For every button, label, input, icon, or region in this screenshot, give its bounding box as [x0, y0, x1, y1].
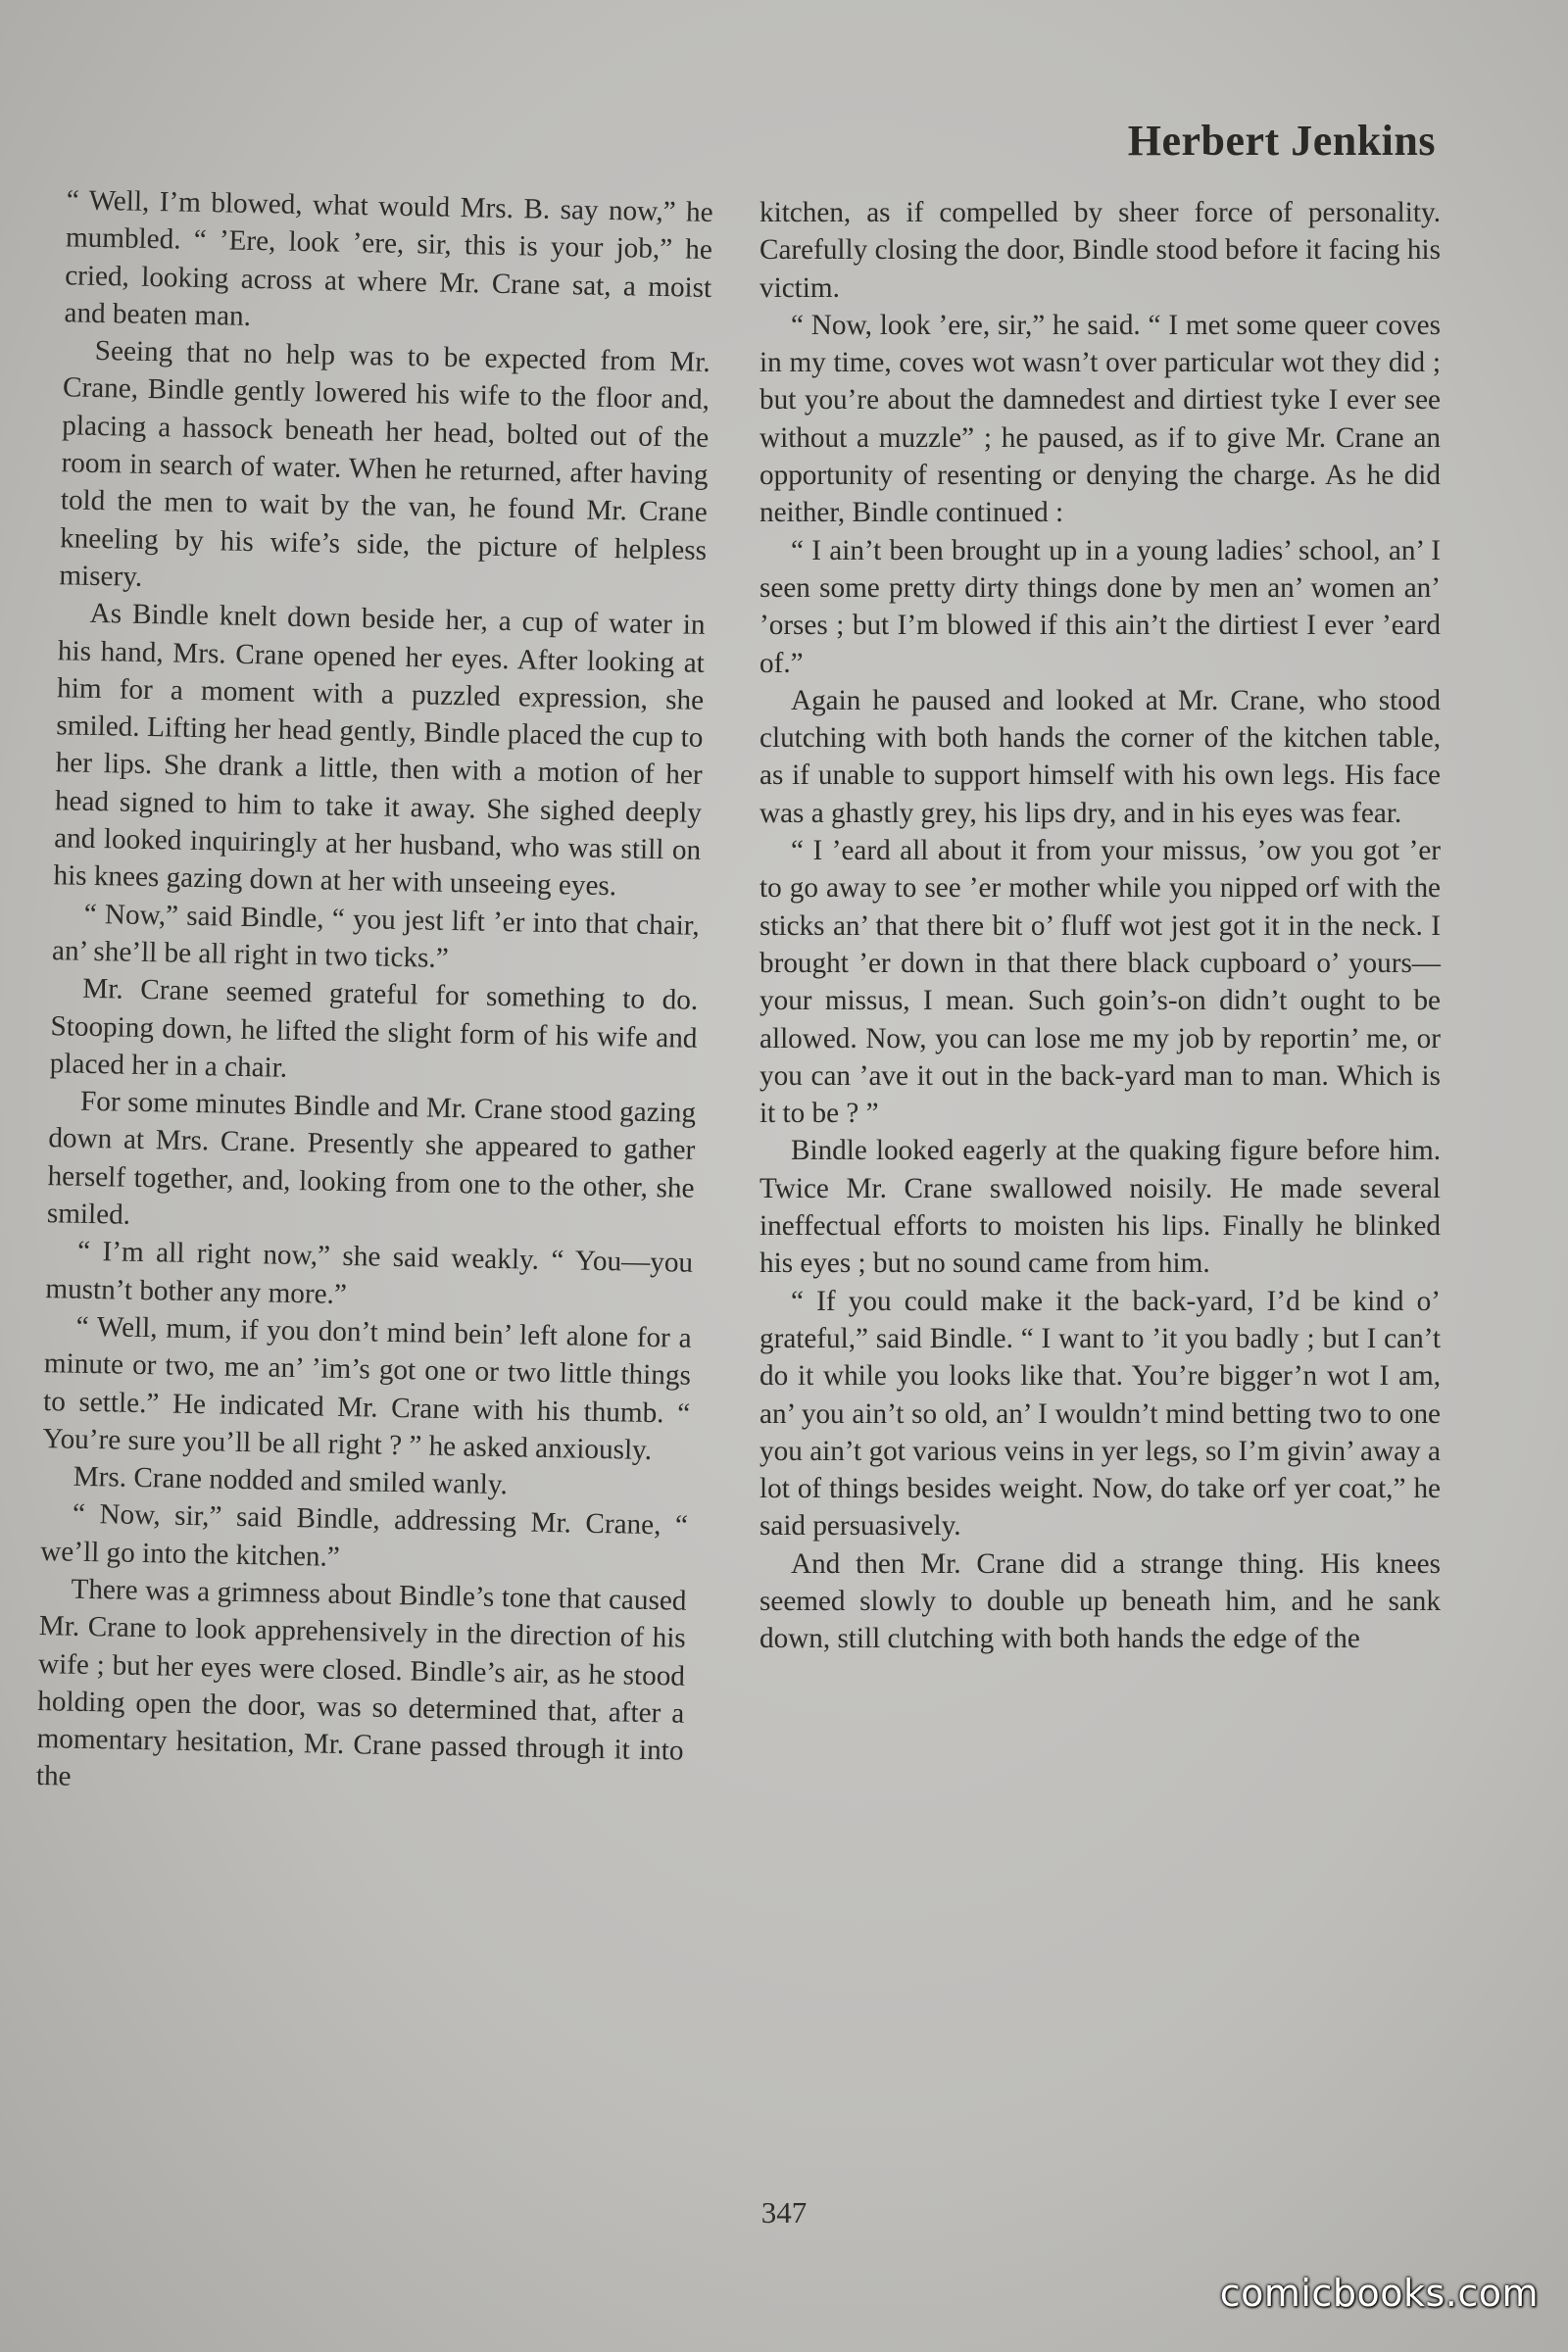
paragraph: kitchen, as if compelled by sheer force of personality. Carefully closing the door, Bindle stood before it facing his victim.	[760, 197, 1441, 304]
paragraph: And then Mr. Crane did a strange thing. His knees seemed slowly to double up beneath him, and he sank down, still clutching with both hands the edge of the	[760, 1547, 1441, 1655]
paragraph: “ If you could make it the back-yard, I’d be kind o’ grateful,” said Bindle. “ I want to ’it you badly ; but I can’t do it while you looks like that. You’re bigger’n wot I am, an’ you ain’t so old, an’ I wouldn’t mind betting two to one you ain’t got various veins in yer legs, so I’m givin’ away a lot of things besides weight. Now, do take orf yer coat,” he said persuasively.	[760, 1285, 1441, 1543]
paragraph: “ Well, mum, if you don’t mind bein’ left alone for a minute or two, me an’ ’im’s got one or two little things to settle.” He indicated Mr. Crane with his thumb. “ You’re sure you’ll be all right ? ” he asked anxiously.	[42, 1310, 692, 1466]
watermark: comicbooks.com	[1219, 2272, 1539, 2315]
running-head: Herbert Jenkins	[1127, 117, 1436, 165]
paragraph: As Bindle knelt down beside her, a cup of water in his hand, Mrs. Crane opened her eyes. After looking at him for a moment with a puzzled expression, she smiled. Lifting her head gently, Bindle placed the cup to her lips. She drank a little, then with a motion of her head signed to him to take it away. She sighed deeply and looked inquiringly at her husband, who was still on his knees gazing down at her with unseeing eyes.	[53, 598, 706, 903]
paragraph: “ Now, sir,” said Bindle, addressing Mr. Crane, “ we’ll go into the kitchen.”	[39, 1498, 689, 1573]
paragraph: There was a grimness about Bindle’s tone that caused Mr. Crane to look apprehensively in the direction of his wife ; but her eyes were closed. Bindle’s air, as he stood holding open the door, was so determined that, after a momentary hesitation, Mr. Crane passed through it into the	[35, 1573, 687, 1793]
paragraph: For some minutes Bindle and Mr. Crane stood gazing down at Mrs. Crane. Presently she appeared to gather herself together, and, looking from one to the other, she smiled.	[46, 1085, 697, 1231]
paragraph: “ Now,” said Bindle, “ you jest lift ’er into that chair, an’ she’ll be all right in two ticks.”	[51, 898, 700, 974]
paragraph: “ I’m all right now,” she said weakly. “ You—you mustn’t bother any more.”	[45, 1236, 694, 1310]
paragraph: Bindle looked eagerly at the quaking figure before him. Twice Mr. Crane swallowed noisily. He made several ineffectual efforts to moisten his lips. Finally he blinked his eyes ; but no sound came from him.	[760, 1135, 1441, 1280]
page-number: 347	[760, 2195, 808, 2230]
right-column	[760, 194, 1441, 1658]
paragraph: “ Now, look ’ere, sir,” he said. “ I met some queer coves in my time, coves wot wasn’t over particular wot they did ; but you’re about the damnedest and dirtiest tyke I ever see without a muzzle” ; he paused, as if to give Mr. Crane an opportunity of resenting or denying the charge. As he did neither, Bindle continued :	[760, 309, 1441, 529]
left-column	[36, 181, 713, 1807]
paragraph: “ I ain’t been brought up in a young ladies’ school, an’ I seen some pretty dirty things done by men an’ women an’ ’orses ; but I’m blowed if this ain’t the dirtiest I ever ’eard of.”	[760, 534, 1441, 679]
paragraph: Mr. Crane seemed grateful for something to do. Stooping down, he lifted the slight form of his wife and placed her in a chair.	[49, 973, 699, 1084]
paragraph: “ I ’eard all about it from your missus, ’ow you got ’er to go away to see ’er mother while you nipped orf with the sticks an’ that there bit o’ fluff wot jest got it in the neck. I brought ’er down in that there black cupboard o’ yours—your missus, I mean. Such goin’s-on didn’t ought to be allowed. Now, you can lose me my job by reportin’ me, or you can ’ave it out in the back-yard man to man. Which is it to be ? ”	[760, 835, 1441, 1130]
paragraph: Mrs. Crane nodded and smiled wanly.	[73, 1460, 509, 1501]
paragraph: “ Well, I’m blowed, what would Mrs. B. say now,” he mumbled. “ ’Ere, look ’ere, sir, this is your job,” he cried, looking across at where Mr. Crane sat, a moist and beaten man.	[64, 184, 713, 332]
paragraph: Again he paused and looked at Mr. Crane, who stood clutching with both hands the corner of the kitchen table, as if unable to support himself with his own legs. His face was a ghastly grey, his lips dry, and in his eyes was fear.	[760, 684, 1441, 829]
paragraph: Seeing that no help was to be expected from Mr. Crane, Bindle gently lowered his wife to the floor and, placing a hassock beneath her head, bolted out of the room in search of water. When he returned, after having told the men to wait by the van, he found Mr. Crane kneeling by his wife’s side, the picture of helpless misery.	[59, 335, 711, 593]
